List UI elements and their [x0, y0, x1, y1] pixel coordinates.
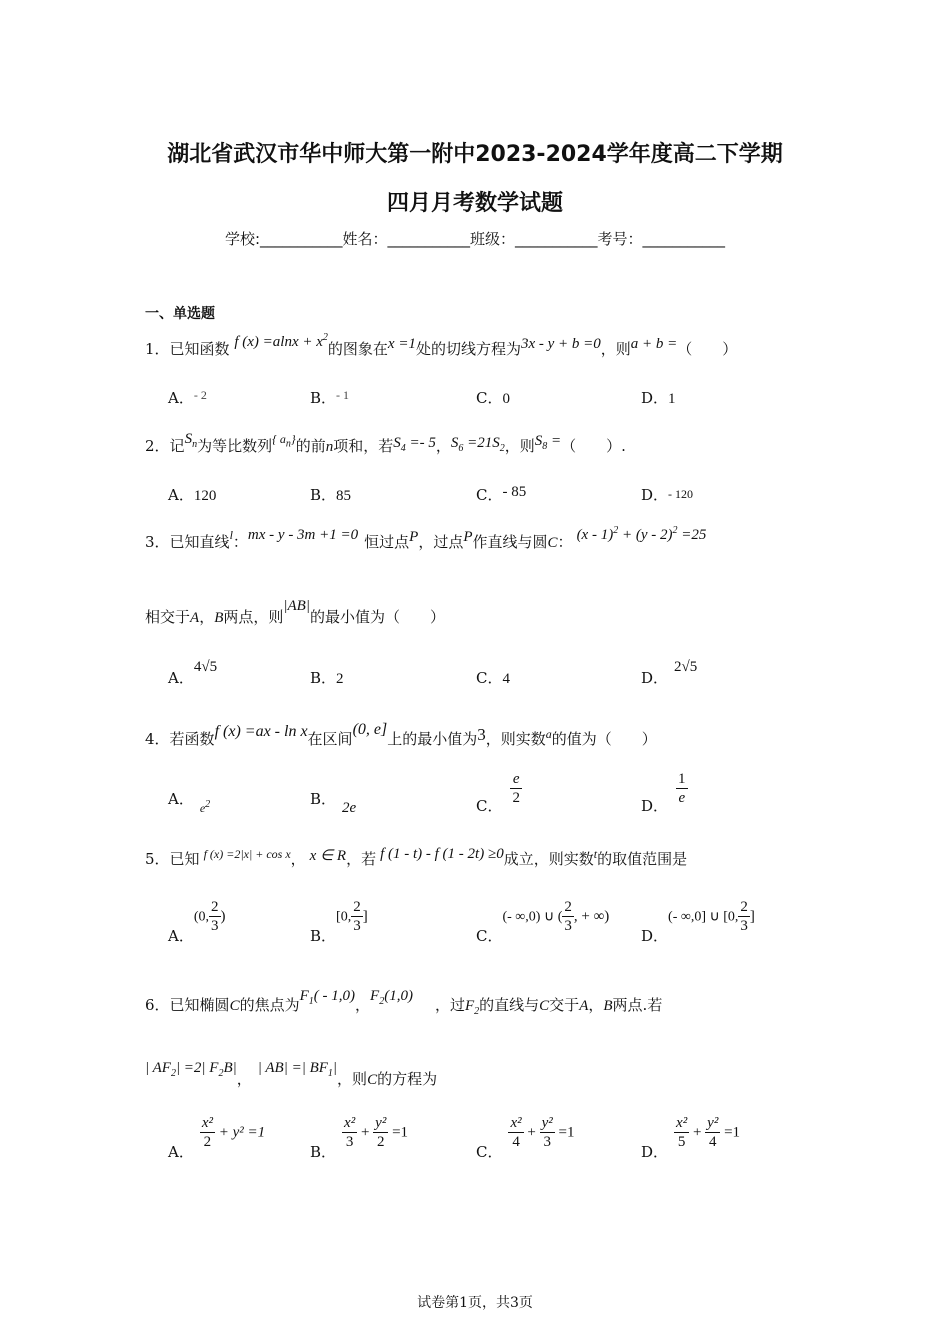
- option-d: D．(- ∞,0] ∪ [0, $\frac{2}{3}$ ]: [641, 899, 755, 945]
- question-number: 5．: [145, 850, 170, 868]
- option-c: C．4: [476, 669, 510, 687]
- option-d: D．- 120: [641, 486, 694, 504]
- section-heading: 一、单选题: [145, 306, 215, 322]
- option-a: A．(0, $\frac{2}{3}$ ): [168, 899, 226, 945]
- option-a: A．$^{- 2}$: [168, 388, 207, 407]
- option-c: C． $\frac{\text{x²}}{4}$ + $\frac{\text{y²}}{3}$ =1: [476, 1115, 575, 1161]
- option-b: B．$^{- 1}$: [310, 388, 350, 407]
- page-footer: 试卷第1页，共3页: [417, 1295, 533, 1311]
- question-5: 5．已知 $^{f (x) =2|x| + cos x}$， x ∈ R，若 f (1 - t) - f (1 - 2t) ≥0成立，则实数$^t$的取值范围是: [145, 846, 688, 868]
- question-4: 4．若函数f (x) =ax - ln x在区间(0, e]上的最小值为3，则实数$^a$的值为（ ）: [145, 721, 657, 748]
- option-c: C．- 85: [476, 484, 527, 504]
- question-number: 1．: [145, 340, 170, 358]
- student-info-line: 学校:___________姓名：___________班级：___________考号：___________: [224, 230, 726, 248]
- option-d: D．1: [641, 389, 676, 407]
- question-number: 3．: [145, 533, 170, 551]
- option-a: A． $_{e^2}$: [168, 790, 211, 815]
- option-b: B．85: [310, 486, 352, 504]
- option-d: D． $\frac{1}{e}$: [641, 771, 686, 815]
- question-number: 2．: [145, 437, 170, 455]
- option-c: C．(- ∞,0) ∪ ( $\frac{2}{3}$ , + ∞): [476, 899, 610, 945]
- option-a: A．120: [168, 486, 217, 504]
- option-c: C． $\frac{e}{2}$: [476, 771, 520, 815]
- option-a: A．4√5: [168, 659, 218, 687]
- question-3-line2: 相交于A，B两点，则|AB|的最小值为（ ）: [145, 598, 445, 626]
- option-b: B．[0, $\frac{2}{3}$ ]: [310, 899, 368, 945]
- option-b: B． $\frac{\text{x²}}{3}$ + $\frac{\text{y²}}{2}$ =1: [310, 1115, 409, 1161]
- option-d: D．2√5: [641, 659, 698, 687]
- option-c: C．0: [476, 389, 510, 407]
- option-b: B． 2e: [310, 790, 357, 816]
- math-expr: f $(x) =alnx + x^2$: [234, 332, 328, 350]
- option-d: D． $\frac{\text{x²}}{5}$ + $\frac{\text{y²}}{4}$ =1: [641, 1115, 741, 1161]
- question-number: 4．: [145, 730, 170, 748]
- question-6: 6．已知椭圆C的焦点为$F_1( - 1,0)$，$F_2(1,0)$ ，过$F_2$的直线与C交于A，B两点.若: [145, 988, 663, 1017]
- option-a: A． $\frac{\text{x²}}{2}$ + y² =1: [168, 1115, 266, 1161]
- exam-title-line2: 四月月考数学试题: [386, 191, 563, 216]
- question-2: 2．记$S_n$为等比数列$^{\{ a_n\}}$的前n项和，若$S_4 =- 5$，$S_6 =21S_2$，则$S_8$ =（ ）.: [145, 431, 626, 455]
- question-1: 1．已知函数 f $(x) =alnx + x^2$的图象在x =1处的切线方程为3x - y + b =0，则a + b =（ ）: [145, 332, 738, 358]
- option-b: B．2: [310, 669, 344, 687]
- question-6-line2: | $AF_2| =2|$ $F_2B|$，| AB| =| $BF_1|$，则C的方程为: [145, 1060, 438, 1088]
- question-3: 3．已知直线$^l$：mx - y - 3m +1 =0 恒过点P，过点P作直线与圆C： (x - 1)$^2$ + (y - 2)$^2$ =25: [145, 525, 707, 551]
- question-number: 6．: [145, 996, 170, 1014]
- exam-title-line1: 湖北省武汉市华中师大第一附中2023-2024学年度高二下学期: [167, 142, 783, 167]
